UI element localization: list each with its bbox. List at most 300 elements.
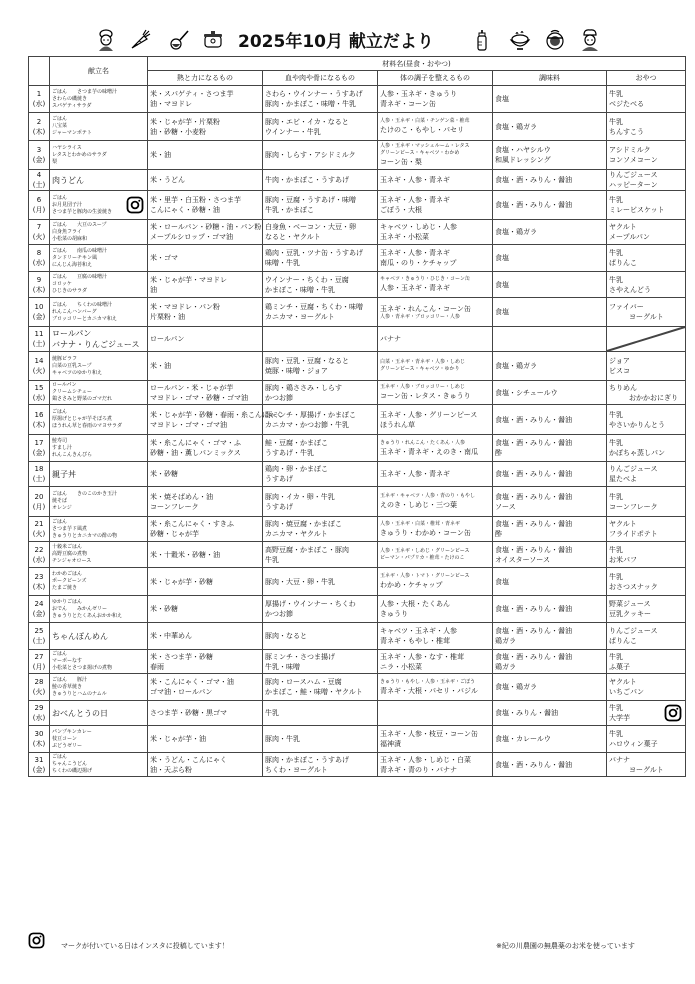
menu-item: ちゃんぽんめん bbox=[52, 631, 108, 641]
snack-cell-line: ヨーグルト bbox=[629, 313, 664, 321]
energy-cell-line: マヨドレ・ゴマ・砂糖・ゴマ油 bbox=[150, 393, 248, 402]
body-cell-line: グリーンピース・キャベツ・わかめ bbox=[380, 150, 460, 156]
seasoning-cell bbox=[493, 701, 607, 726]
snack-cell-line: バナナ bbox=[609, 755, 630, 764]
body-cell bbox=[378, 298, 493, 327]
blood-cell bbox=[263, 381, 378, 405]
table-row bbox=[29, 462, 686, 487]
energy-cell bbox=[148, 726, 263, 753]
snack-cell-line: お米パフ bbox=[609, 555, 637, 564]
seasoning-cell-line: 食塩・みりん・醤油 bbox=[495, 709, 558, 717]
menu-name-cell bbox=[50, 542, 148, 568]
chef-boy-icon bbox=[578, 28, 602, 52]
menu-item: 鮭の香草焼き bbox=[52, 683, 83, 690]
blood-cell bbox=[263, 298, 378, 327]
energy-cell-line: さつま芋・砂糖・黒ゴマ bbox=[150, 709, 227, 717]
body-cell-line: ピーマン・パプリカ・椎茸・たけのこ bbox=[380, 554, 465, 561]
menu-item: 八宝菜 bbox=[52, 123, 68, 129]
body-cell-line: 人参・玉ネギ・青ネギ bbox=[380, 284, 450, 292]
table-row bbox=[29, 327, 686, 352]
table-row bbox=[29, 352, 686, 381]
day-of-week: (火) bbox=[32, 530, 46, 538]
day-number: 29 bbox=[34, 704, 44, 712]
blood-cell-line: 鶏肉・豆乳・ツナ缶・うすあげ bbox=[265, 249, 363, 257]
blood-cell-line: 白身魚・ベーコン・大豆・卵 bbox=[265, 223, 356, 231]
body-cell-line: コーン缶・梨 bbox=[380, 158, 422, 166]
table-row bbox=[29, 674, 686, 701]
blood-cell-line: 豚肉・焼豆腐・かまぼこ bbox=[265, 520, 342, 528]
blood-cell-line: 厚揚げ・ウインナー・ちくわ bbox=[265, 600, 356, 608]
snack-cell bbox=[607, 650, 686, 674]
energy-cell bbox=[148, 596, 263, 623]
body-cell-line: たけのこ・もやし・パセリ bbox=[380, 126, 464, 134]
menu-item: ブロッコリーとカニカマ和え bbox=[52, 315, 117, 322]
blood-cell-line: 牛乳・かまぼこ bbox=[265, 206, 314, 214]
energy-cell bbox=[148, 381, 263, 405]
seasoning-cell bbox=[493, 462, 607, 487]
energy-cell bbox=[148, 674, 263, 701]
body-cell-line: 人参・玉ネギ・白菜・椎茸・青ネギ bbox=[380, 520, 461, 527]
menu-name-cell bbox=[50, 674, 148, 701]
menu-item: おべんとうの日 bbox=[52, 708, 108, 718]
blood-cell-line: うすあげ bbox=[265, 475, 293, 483]
date-cell bbox=[29, 487, 50, 517]
body-cell-line: ほうれん草 bbox=[380, 420, 415, 429]
day-number: 24 bbox=[34, 600, 44, 608]
menu-item: キャベツのゆかり和え bbox=[52, 369, 103, 376]
blood-cell bbox=[263, 141, 378, 170]
energy-cell-line: 米・里芋・白玉粉・さつま芋 bbox=[150, 196, 241, 204]
snack-cell bbox=[607, 753, 686, 777]
energy-cell-line: ロールパン・米・じゃが芋 bbox=[150, 383, 234, 392]
blood-cell-line: かまぼこ・味噌・牛乳 bbox=[265, 285, 335, 294]
seasoning-cell-line: 食塩・酒・みりん・醤油 bbox=[495, 176, 572, 184]
menu-item: ひじきのサラダ bbox=[52, 288, 87, 294]
menu-item: にんじん海苔和え bbox=[52, 261, 93, 268]
menu-item: ポークビーンズ bbox=[52, 578, 87, 584]
body-cell-line: 玉ネギ・人参・青ネギ bbox=[380, 470, 450, 478]
date-cell bbox=[29, 381, 50, 405]
body-cell bbox=[378, 220, 493, 245]
table-row bbox=[29, 487, 686, 517]
energy-cell bbox=[148, 298, 263, 327]
instagram-icon bbox=[28, 932, 45, 949]
seasoning-cell-line: ソース bbox=[495, 502, 516, 511]
snack-cell bbox=[607, 352, 686, 381]
energy-cell bbox=[148, 701, 263, 726]
body-cell-line: バナナ bbox=[380, 335, 401, 343]
snack-cell-line: ぱりんこ bbox=[609, 637, 637, 645]
blood-header: 血や肉や骨になるもの bbox=[263, 71, 378, 86]
date-cell bbox=[29, 726, 50, 753]
snack-cell-line: りんごジュース bbox=[609, 171, 658, 179]
seasoning-cell-line: 食塩・酒・みりん・醤油 bbox=[495, 652, 572, 661]
snack-cell bbox=[607, 170, 686, 191]
day-of-week: (水) bbox=[32, 100, 46, 108]
energy-cell-line: 米・マヨドレ・パン粉 bbox=[150, 303, 220, 311]
day-of-week: (月) bbox=[32, 662, 46, 671]
body-cell-line: ニラ・小松菜 bbox=[380, 662, 422, 671]
menu-name-cell bbox=[50, 650, 148, 674]
blood-cell-line: 豚肉・豆乳・豆腐・なると bbox=[265, 357, 349, 365]
snack-cell bbox=[607, 596, 686, 623]
seasoning-cell-line: 鶏ガラ bbox=[495, 662, 516, 671]
body-cell-line: 人参・大根・たくあん bbox=[380, 600, 450, 608]
seasoning-cell bbox=[493, 753, 607, 777]
energy-cell bbox=[148, 462, 263, 487]
snack-cell bbox=[607, 298, 686, 327]
energy-cell-line: 片栗粉・油 bbox=[150, 313, 185, 321]
menu-item: ごはん bbox=[52, 754, 68, 760]
seasoning-cell bbox=[493, 220, 607, 245]
date-cell bbox=[29, 674, 50, 701]
body-cell-line: 南瓜・のり・ケチャップ bbox=[380, 259, 457, 267]
blood-cell-line: 鶏ミンチ・豆腐・ちくわ・味噌 bbox=[265, 303, 363, 311]
menu-name-cell bbox=[50, 623, 148, 650]
menu-name-cell bbox=[50, 141, 148, 170]
energy-cell-line: メープルシロップ・ゴマ油 bbox=[150, 233, 234, 241]
body-cell-line: 人参・玉ネギ・マッシュルーム・レタス bbox=[380, 143, 470, 149]
blood-cell-line: うすあげ bbox=[265, 502, 293, 511]
energy-cell-line: ゴマ油・ロールパン bbox=[150, 688, 213, 696]
body-cell-line: きゅうり・もやし・人参・玉ネギ・ごぼう bbox=[380, 678, 476, 685]
blood-cell bbox=[263, 674, 378, 701]
body-cell-line: 玉ネギ・人参・なす・椎茸 bbox=[380, 652, 464, 661]
blood-cell-line: 味噌・牛乳 bbox=[265, 259, 300, 267]
table-row bbox=[29, 298, 686, 327]
body-cell-line: 玉ネギ・青ネギ・えのき・南瓜 bbox=[380, 447, 478, 456]
seasoning-cell bbox=[493, 517, 607, 542]
blood-cell bbox=[263, 191, 378, 220]
day-number: 4 bbox=[36, 171, 42, 179]
day-number: 28 bbox=[34, 678, 44, 686]
day-of-week: (火) bbox=[32, 367, 46, 375]
menu-name-header: 献立名 bbox=[50, 57, 148, 86]
empty-slash bbox=[607, 327, 685, 351]
body-cell-line: 玉ネギ・小松菜 bbox=[380, 233, 429, 241]
day-of-week: (木) bbox=[32, 127, 46, 136]
day-number: 17 bbox=[34, 439, 44, 447]
menu-item: ごはん bbox=[52, 651, 68, 657]
energy-cell bbox=[148, 568, 263, 596]
body-cell-line: 白菜・玉ネギ・青ネギ・人参・しめじ bbox=[380, 359, 466, 365]
day-number: 22 bbox=[34, 545, 44, 554]
footer-note-instagram: マークが付いている日はインスタに投稿しています！ bbox=[61, 942, 229, 950]
seasoning-cell bbox=[493, 170, 607, 191]
seasoning-cell bbox=[493, 405, 607, 435]
blood-cell-line: 豚肉・しらす・アシドミルク bbox=[265, 151, 356, 159]
seasoning-cell-line: 鶏ガラ bbox=[495, 637, 516, 645]
body-cell bbox=[378, 245, 493, 272]
day-of-week: (金) bbox=[32, 449, 46, 457]
snack-cell-line: おかかおにぎり bbox=[629, 393, 678, 402]
table-row bbox=[29, 517, 686, 542]
blood-cell-line: 豚肉・なると bbox=[265, 632, 307, 640]
menu-name-cell bbox=[50, 298, 148, 327]
menu-item: すまし汁 bbox=[52, 444, 73, 451]
blood-cell-line: 豚肉・牛乳 bbox=[265, 735, 300, 743]
energy-cell-line: 米・こんにゃく・ゴマ・油 bbox=[150, 678, 234, 686]
energy-cell bbox=[148, 245, 263, 272]
snack-cell-line: りんごジュース bbox=[609, 627, 658, 635]
seasoning-cell-line: 食塩・酒・みりん・醤油 bbox=[495, 415, 572, 424]
menu-item: 高野豆腐の煮物 bbox=[52, 551, 88, 557]
seasoning-cell-line: 食塩・酒・みりん・醤油 bbox=[495, 605, 572, 613]
menu-item: ごはん さつま芋の味噌汁 bbox=[52, 88, 118, 95]
menu-item: コロッケ bbox=[52, 281, 72, 287]
day-of-week: (木) bbox=[32, 582, 46, 591]
snack-cell bbox=[607, 517, 686, 542]
menu-name-cell bbox=[50, 726, 148, 753]
body-cell bbox=[378, 701, 493, 726]
body-cell-line: きゅうり・わかめ・コーン缶 bbox=[380, 528, 471, 537]
blood-cell bbox=[263, 517, 378, 542]
blood-cell bbox=[263, 753, 378, 777]
snack-cell-line: 豆乳クッキー bbox=[609, 610, 651, 618]
menu-name-cell bbox=[50, 113, 148, 141]
energy-cell-line: 米・スパゲティ・さつま芋 bbox=[150, 90, 234, 98]
blood-cell-line: かまぼこ・鮭・味噌・ヤクルト bbox=[265, 688, 363, 696]
menu-item: ごはん きのこのかき玉汁 bbox=[52, 491, 118, 497]
body-cell bbox=[378, 435, 493, 462]
menu-item: きゅうりとカニカマの酢の物 bbox=[52, 532, 118, 539]
blood-cell-line: 鮭・豆腐・かまぼこ bbox=[265, 439, 328, 447]
energy-cell bbox=[148, 352, 263, 381]
menu-item: ほうれん草と春雨のマヨサラダ bbox=[52, 423, 122, 429]
date-cell bbox=[29, 596, 50, 623]
snack-cell-line: 牛乳 bbox=[609, 117, 623, 126]
date-header bbox=[29, 57, 50, 86]
day-number: 21 bbox=[34, 520, 44, 528]
day-of-week: (土) bbox=[32, 475, 46, 483]
snack-cell bbox=[607, 405, 686, 435]
date-cell bbox=[29, 220, 50, 245]
body-cell-line: ごぼう・大根 bbox=[380, 206, 422, 214]
menu-item: クリームシチュー bbox=[52, 389, 92, 395]
day-of-week: (土) bbox=[32, 340, 46, 348]
body-cell bbox=[378, 623, 493, 650]
menu-item: 厚揚げとじゃが芋そぼろ煮 bbox=[52, 416, 113, 422]
blood-cell bbox=[263, 327, 378, 352]
seasoning-cell-line: 食塩・酒・みりん・醤油 bbox=[495, 201, 572, 209]
snack-cell-line: ヤクルト bbox=[609, 678, 637, 686]
energy-cell-line: 米・十穀米・砂糖・油 bbox=[150, 550, 220, 559]
menu-item: 焼そば bbox=[52, 498, 68, 504]
menu-item: ごはん bbox=[52, 518, 68, 525]
energy-cell-line: 米・じゃが芋・砂糖・春雨・糸こんにゃく bbox=[150, 410, 283, 419]
blood-cell-line: カニカマ・ヤクルト bbox=[265, 530, 328, 538]
day-of-week: (金) bbox=[32, 765, 46, 774]
seasoning-cell bbox=[493, 113, 607, 141]
snack-cell-line: さやえんどう bbox=[609, 285, 651, 294]
snack-cell-line: 野菜ジュース bbox=[609, 600, 651, 608]
energy-cell-line: 油・天ぷら粉 bbox=[150, 765, 192, 774]
snack-cell bbox=[607, 701, 686, 726]
table-row bbox=[29, 568, 686, 596]
energy-cell-line: こんにゃく・砂糖・油 bbox=[150, 206, 220, 214]
snack-cell bbox=[607, 191, 686, 220]
body-cell-line: わかめ・ケチャップ bbox=[380, 581, 443, 589]
menu-item: スパゲティサラダ bbox=[52, 102, 92, 109]
menu-item: 小松菜の胡麻和 bbox=[52, 235, 88, 242]
body-cell bbox=[378, 170, 493, 191]
seasoning-cell bbox=[493, 191, 607, 220]
snack-cell-line: コーンフレーク bbox=[609, 502, 658, 511]
body-cell bbox=[378, 674, 493, 701]
body-cell bbox=[378, 191, 493, 220]
snack-cell bbox=[607, 568, 686, 596]
snack-cell-line: りんごジュース bbox=[609, 465, 658, 473]
menu-name-cell bbox=[50, 517, 148, 542]
menu-item: タンドリーチキン風 bbox=[52, 254, 97, 261]
rice-bowl-icon bbox=[508, 28, 532, 52]
seasoning-cell bbox=[493, 381, 607, 405]
instagram-icon bbox=[664, 704, 682, 722]
energy-cell-line: 米・ゴマ bbox=[150, 254, 178, 262]
table-row bbox=[29, 701, 686, 726]
date-cell bbox=[29, 113, 50, 141]
day-number: 14 bbox=[34, 357, 44, 365]
body-cell bbox=[378, 462, 493, 487]
menu-item: ごはん bbox=[52, 116, 68, 122]
energy-cell-line: 米・焼そばめん・油 bbox=[150, 492, 213, 501]
blood-cell bbox=[263, 623, 378, 650]
menu-item: ぶどうゼリー bbox=[52, 742, 83, 749]
day-of-week: (水) bbox=[32, 714, 46, 722]
menu-item: 鮭寿司 bbox=[52, 437, 68, 444]
snack-cell-line: ファイバー bbox=[609, 303, 644, 311]
body-cell-line: 人参・青ネギ・ブロッコリー・人参 bbox=[380, 313, 460, 320]
seasoning-cell-line: 食塩 bbox=[495, 280, 509, 289]
seasoning-cell bbox=[493, 542, 607, 568]
blood-cell-line: 豚肉・鶏ささみ・しらす bbox=[265, 383, 342, 392]
menu-item: 焼豚ピラフ bbox=[52, 355, 78, 362]
table-row bbox=[29, 623, 686, 650]
date-cell bbox=[29, 753, 50, 777]
menu-item: 小松菜とさつま揚げの煮物 bbox=[52, 665, 113, 671]
day-of-week: (月) bbox=[32, 206, 46, 214]
day-of-week: (金) bbox=[32, 610, 46, 618]
body-cell-line: キャベツ・玉ネギ・人参 bbox=[380, 627, 457, 635]
snack-cell-line: アシドミルク bbox=[609, 146, 651, 154]
snack-cell bbox=[607, 327, 686, 352]
blood-cell bbox=[263, 596, 378, 623]
date-cell bbox=[29, 272, 50, 298]
body-cell bbox=[378, 596, 493, 623]
day-of-week: (金) bbox=[32, 313, 46, 321]
body-cell-line: 玉ネギ・人参・ブロッコリー・しめじ bbox=[380, 384, 465, 390]
blood-cell-line: かつお節 bbox=[265, 393, 293, 402]
menu-item: ごはん 豆腐の味噌汁 bbox=[52, 274, 108, 280]
seasoning-cell-line: 食塩・鶏ガラ bbox=[495, 683, 537, 691]
seasoning-cell-line: 食塩・酒・みりん・醤油 bbox=[495, 492, 572, 501]
body-cell-line: 青ネギ・青のり・バナナ bbox=[380, 765, 457, 774]
date-cell bbox=[29, 623, 50, 650]
blood-cell bbox=[263, 726, 378, 753]
table-row bbox=[29, 726, 686, 753]
day-number: 3 bbox=[36, 146, 42, 154]
energy-cell-line: 米・油 bbox=[150, 362, 171, 370]
blood-cell-line: 豚ミンチ・さつま揚げ bbox=[265, 652, 335, 661]
body-cell-line: きゅうり・れんこん・たくあん・人参 bbox=[380, 439, 466, 446]
menu-item: ちゃんこうどん bbox=[52, 761, 88, 767]
snack-cell bbox=[607, 381, 686, 405]
seasoning-cell-line: 酢 bbox=[495, 530, 502, 538]
menu-item: ハヤシライス bbox=[52, 144, 82, 151]
blood-cell-line: 豚肉・かまぼこ・うすあげ bbox=[265, 755, 349, 764]
menu-name-cell bbox=[50, 405, 148, 435]
body-cell-line: コーン缶・レタス・きゅうり bbox=[380, 392, 471, 400]
body-cell bbox=[378, 650, 493, 674]
blood-cell bbox=[263, 462, 378, 487]
date-cell bbox=[29, 462, 50, 487]
snack-cell-line: 牛乳 bbox=[609, 572, 623, 581]
table-row bbox=[29, 435, 686, 462]
energy-cell-line: 米・じゃが芋・片栗粉 bbox=[150, 117, 220, 126]
seasoning-cell-line: 食塩・鶏ガラ bbox=[495, 362, 537, 370]
table-row bbox=[29, 191, 686, 220]
blood-cell bbox=[263, 170, 378, 191]
menu-item: たまご焼き bbox=[52, 585, 78, 591]
seasoning-cell bbox=[493, 726, 607, 753]
snack-cell-line: 牛乳 bbox=[609, 410, 623, 419]
snack-cell-line: 牛乳 bbox=[609, 545, 623, 554]
menu-item: 白菜の豆乳スープ bbox=[52, 362, 92, 369]
energy-cell bbox=[148, 327, 263, 352]
snack-cell-line: 牛乳 bbox=[609, 704, 623, 712]
menu-item: チンジャオロース bbox=[52, 558, 92, 564]
menu-name-cell bbox=[50, 462, 148, 487]
seasoning-header: 調味料 bbox=[493, 71, 607, 86]
seasoning-cell-line: 食塩 bbox=[495, 95, 509, 103]
menu-item: ごはん 豚汁 bbox=[52, 676, 88, 683]
menu-name-cell bbox=[50, 272, 148, 298]
energy-cell-line: 米・糸こんにゃく・ゴマ・ふ bbox=[150, 439, 241, 447]
blood-cell bbox=[263, 245, 378, 272]
day-number: 31 bbox=[34, 755, 44, 764]
blood-cell-line: 豚肉・イカ・卵・牛乳 bbox=[265, 492, 335, 501]
day-of-week: (月) bbox=[32, 502, 46, 511]
menu-name-cell bbox=[50, 596, 148, 623]
energy-cell-line: 砂糖・油・薫しパンミックス bbox=[150, 449, 241, 457]
blood-cell-line: 豚肉・大豆・卵・牛乳 bbox=[265, 577, 335, 586]
day-number: 7 bbox=[36, 223, 42, 231]
body-cell bbox=[378, 352, 493, 381]
blood-cell bbox=[263, 113, 378, 141]
energy-cell bbox=[148, 272, 263, 298]
snack-cell bbox=[607, 623, 686, 650]
snack-cell-line: 牛乳 bbox=[609, 249, 623, 257]
seasoning-cell-line: 食塩・酒・みりん・醤油 bbox=[495, 627, 572, 635]
day-number: 8 bbox=[36, 249, 42, 257]
seasoning-cell bbox=[493, 674, 607, 701]
blood-cell bbox=[263, 568, 378, 596]
snack-cell-line: いちごパン bbox=[609, 688, 644, 696]
seasoning-cell-line: 食塩 bbox=[495, 308, 509, 316]
snack-cell-line: ハロウィン菓子 bbox=[609, 740, 658, 748]
date-cell bbox=[29, 352, 50, 381]
menu-name-cell bbox=[50, 381, 148, 405]
snack-cell-line: ヤクルト bbox=[609, 520, 637, 528]
blood-cell bbox=[263, 86, 378, 113]
blood-cell-line: ウインナー・ちくわ・豆腐 bbox=[265, 275, 349, 284]
body-cell-line: 青ネギ・コーン缶 bbox=[380, 100, 436, 108]
menu-table bbox=[28, 56, 686, 777]
table-row bbox=[29, 753, 686, 777]
snack-cell-line: かぼちゃ蒸しパン bbox=[609, 449, 665, 457]
body-cell-line: 玉ネギ・キャベツ・人参・青のり・もやし bbox=[380, 493, 476, 499]
menu-item: 鶏ささみと野菜のゴマだれ bbox=[52, 396, 113, 402]
